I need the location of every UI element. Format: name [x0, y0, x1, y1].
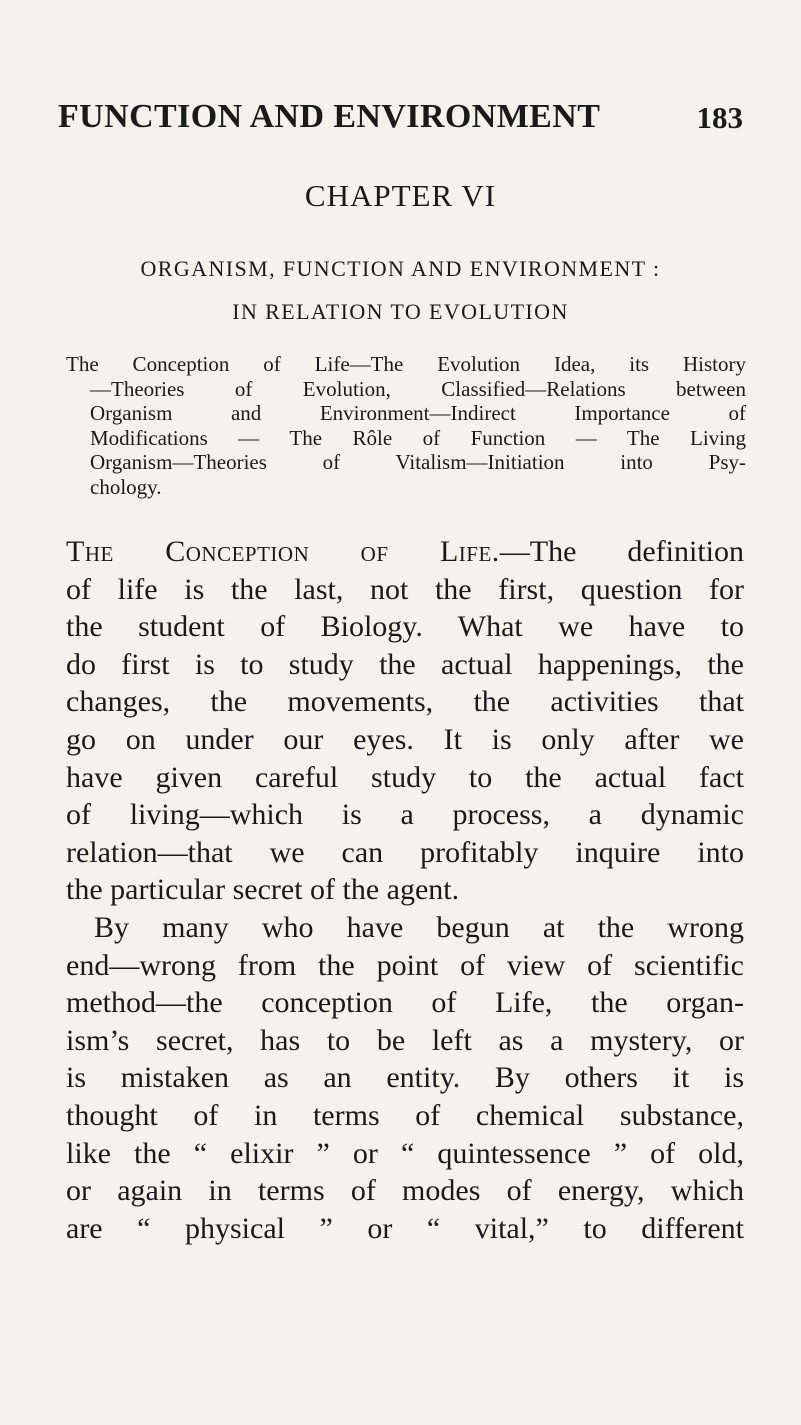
page-number: 183	[696, 100, 743, 135]
section-title: The Conception of Life.	[66, 535, 500, 568]
summary-line: chology.	[90, 474, 162, 499]
chapter-heading-line-2: IN RELATION TO EVOLUTION	[232, 299, 569, 324]
chapter-summary	[66, 352, 746, 499]
body-line: of life is the last, not the first, question for	[66, 572, 744, 606]
body-line: the particular secret of the agent.	[66, 873, 460, 907]
body-line: go on under our eyes. It is only after we	[66, 722, 744, 756]
body-line: end—wrong from the point of view of scientific	[66, 948, 744, 982]
summary-line: Organism and Environment—Indirect Importance of	[90, 401, 746, 425]
body-text	[66, 533, 744, 1247]
body-line: have given careful study to the actual fact	[66, 760, 744, 794]
body-line: the student of Biology. What we have to	[66, 610, 744, 644]
body-line: changes, the movements, the activities that	[66, 685, 744, 719]
summary-line: —Theories of Evolution, Classified—Relations between	[90, 376, 746, 401]
summary-line: Organism—Theories of Vitalism—Initiation into Psy-	[90, 450, 746, 474]
body-line: do first is to study the actual happenings, the	[66, 647, 744, 681]
body-line: like the “ elixir ” or “ quintessence ” of old,	[66, 1136, 744, 1170]
running-title: FUNCTION AND ENVIRONMENT	[58, 98, 601, 135]
summary-line: Modifications — The Rôle of Function — The Living	[90, 425, 746, 450]
body-line: are “ physical ” or “ vital,” to different	[66, 1211, 744, 1245]
summary-line: The Conception of Life—The Evolution Idea, its History	[66, 352, 746, 376]
body-line: is mistaken as an entity. By others it is	[66, 1061, 744, 1095]
body-line: ism’s secret, has to be left as a mystery, or	[66, 1023, 744, 1057]
body-line: or again in terms of modes of energy, which	[66, 1174, 744, 1208]
body-line: By many who have begun at the wrong	[94, 910, 744, 944]
body-line: relation—that we can profitably inquire into	[66, 835, 744, 869]
body-line: of living—which is a process, a dynamic	[66, 798, 744, 832]
body-line-first-rest: —The definition	[499, 535, 744, 568]
body-line-first	[66, 533, 744, 571]
body-line: method—the conception of Life, the organ-	[66, 986, 744, 1020]
chapter-title: CHAPTER VI	[304, 178, 497, 213]
body-line: thought of in terms of chemical substance,	[66, 1098, 744, 1132]
chapter-heading-line-1: ORGANISM, FUNCTION AND ENVIRONMENT :	[140, 256, 661, 281]
running-head	[0, 98, 801, 148]
